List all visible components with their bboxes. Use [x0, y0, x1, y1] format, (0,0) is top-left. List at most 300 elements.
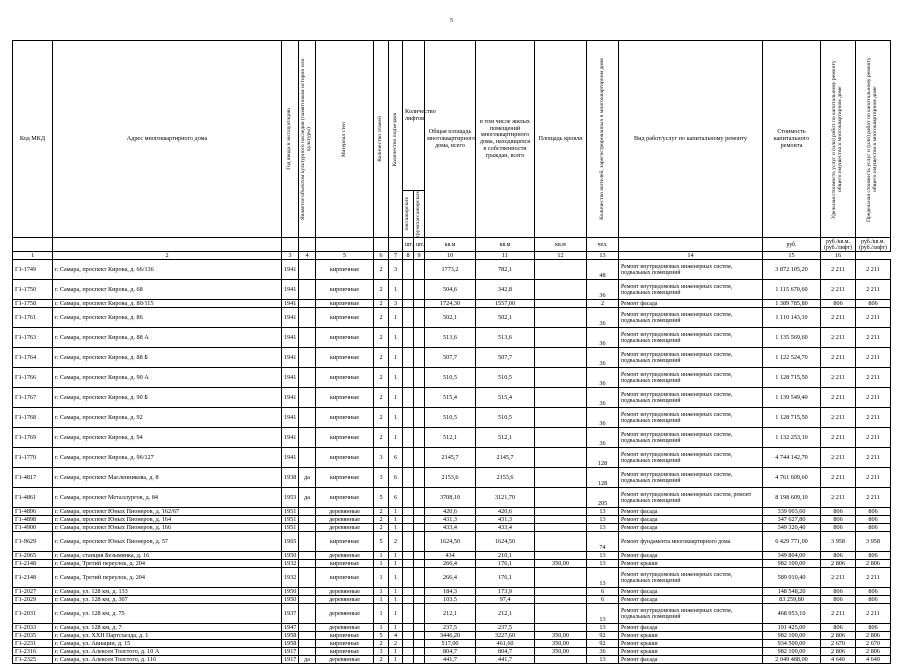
row-entrances: 1: [389, 508, 403, 516]
row-entrances: 1: [389, 280, 403, 300]
header-unit-cost: Удельная стоимость услуг и (или) работ по капитальному ремонту общего имущества в многоквартирном доме: [821, 41, 856, 238]
table-row: [13, 588, 891, 596]
row-area-total: 502,1: [425, 308, 476, 328]
row-kod: Г1-2031: [13, 604, 53, 624]
row-cultural: [299, 568, 316, 588]
row-area-residential: 173,9: [476, 588, 535, 596]
table-body: [13, 260, 891, 664]
row-area-roof: [535, 552, 587, 560]
row-floors: 2: [374, 260, 389, 280]
table-row: [13, 468, 891, 488]
row-address: г. Самара, проспект Кирова, д. 88 Б: [53, 348, 282, 368]
row-kod: Г1-2033: [13, 624, 53, 632]
row-max-cost: 806: [856, 552, 891, 560]
row-elev-cargo: [414, 388, 425, 408]
row-elev-pass: [403, 560, 414, 568]
unit-residents: чел.: [587, 238, 619, 252]
row-work: Ремонт внутридомовых инженерных систем, подвальных помещений: [619, 448, 763, 468]
row-cost: 1 110 143,10: [763, 308, 821, 328]
table-row: [13, 560, 891, 568]
row-max-cost: 4 640: [856, 656, 891, 664]
row-unit-cost: 806: [821, 508, 856, 516]
row-area-total: 184,3: [425, 588, 476, 596]
row-unit-cost: 2 211: [821, 488, 856, 508]
row-elev-cargo: [414, 408, 425, 428]
header-residents: Количество жителей, зарегистрированных в многоквартирном доме: [587, 41, 619, 238]
row-elev-pass: [403, 640, 414, 648]
row-address: г. Самара, ул. 128 км, д. 307: [53, 596, 282, 604]
table-row: [13, 300, 891, 308]
row-work: Ремонт фасада: [619, 552, 763, 560]
row-elev-cargo: [414, 552, 425, 560]
row-residents: 13: [587, 524, 619, 532]
table-row: [13, 368, 891, 388]
units-row: [13, 238, 891, 252]
row-elev-pass: [403, 524, 414, 532]
header-elevators: Количество лифтов: [403, 41, 425, 191]
row-area-roof: [535, 468, 587, 488]
row-residents: 92: [587, 632, 619, 640]
row-year: 1958: [282, 632, 299, 640]
header-area-total: Общая площадь многоквартирного дома, всего: [425, 41, 476, 238]
row-address: г. Самара, проспект Кирова, д. 86: [53, 308, 282, 328]
row-year: 1941: [282, 428, 299, 448]
row-area-total: 2145,7: [425, 448, 476, 468]
row-area-residential: 433,4: [476, 524, 535, 532]
row-elev-cargo: [414, 348, 425, 368]
row-work: Ремонт фасада: [619, 596, 763, 604]
row-elev-cargo: [414, 308, 425, 328]
row-entrances: 1: [389, 560, 403, 568]
row-elev-pass: [403, 408, 414, 428]
table-row: [13, 328, 891, 348]
row-material: кирпичные: [316, 368, 374, 388]
row-cost: 982 100,00: [763, 632, 821, 640]
row-floors: 3: [374, 468, 389, 488]
row-cultural: [299, 624, 316, 632]
row-year: 1941: [282, 300, 299, 308]
row-kod: Г1-2027: [13, 588, 53, 596]
row-area-residential: 510,5: [476, 408, 535, 428]
row-elev-cargo: [414, 300, 425, 308]
row-area-total: 434: [425, 552, 476, 560]
header-elev-passenger: пассажирских: [403, 191, 414, 238]
row-elev-cargo: [414, 428, 425, 448]
row-unit-cost: 806: [821, 552, 856, 560]
row-work: Ремонт крыши: [619, 560, 763, 568]
row-kod: Г1-2029: [13, 596, 53, 604]
row-material: кирпичные: [316, 488, 374, 508]
row-elev-cargo: [414, 328, 425, 348]
row-work: Ремонт фасада: [619, 516, 763, 524]
row-area-total: 266,4: [425, 560, 476, 568]
row-cultural: [299, 408, 316, 428]
table-row: [13, 448, 891, 468]
row-cost: 1 139 549,40: [763, 388, 821, 408]
row-unit-cost: 2 806: [821, 560, 856, 568]
row-max-cost: 2 211: [856, 428, 891, 448]
row-unit-cost: 806: [821, 588, 856, 596]
row-entrances: 1: [389, 308, 403, 328]
header-cost: Стоимость капитального ремонта: [763, 41, 821, 238]
row-material: кирпичные: [316, 348, 374, 368]
row-material: деревянные: [316, 516, 374, 524]
row-kod: Г1-4898: [13, 516, 53, 524]
table-row: [13, 648, 891, 656]
row-address: г. Самара, ул. 128 км, д. 7: [53, 624, 282, 632]
row-residents: 36: [587, 368, 619, 388]
row-address: г. Самара, Третий переулок, д. 204: [53, 560, 282, 568]
row-area-total: 103,5: [425, 596, 476, 604]
row-year: 1932: [282, 568, 299, 588]
row-residents: 36: [587, 408, 619, 428]
row-area-roof: [535, 448, 587, 468]
row-work: Ремонт фасада: [619, 656, 763, 664]
header-work: Вид работ/услуг по капитальному ремонту: [619, 41, 763, 238]
row-entrances: 1: [389, 568, 403, 588]
row-residents: 36: [587, 308, 619, 328]
row-elev-pass: [403, 588, 414, 596]
row-kod: Г1-1769: [13, 428, 53, 448]
row-floors: 2: [374, 348, 389, 368]
row-kod: Г1-1761: [13, 308, 53, 328]
row-area-roof: [535, 524, 587, 532]
column-number-row: [13, 252, 891, 260]
row-cost: 1 389 785,80: [763, 300, 821, 308]
row-address: г. Самара, Третий переулок, д. 204: [53, 568, 282, 588]
row-work: Ремонт внутридомовых инженерных систем, подвальных помещений: [619, 568, 763, 588]
row-address: г. Самара, ул. Алексея Толстого, д. 10 А: [53, 648, 282, 656]
row-elev-pass: [403, 568, 414, 588]
row-max-cost: 806: [856, 300, 891, 308]
row-elev-cargo: [414, 632, 425, 640]
header-entrances: Количество подъездов: [389, 41, 403, 238]
row-cultural: [299, 368, 316, 388]
row-area-residential: 2145,7: [476, 448, 535, 468]
row-cultural: [299, 532, 316, 552]
row-floors: 3: [374, 648, 389, 656]
row-kod: Г1-4861: [13, 488, 53, 508]
row-kod: Г1-2325: [13, 656, 53, 664]
column-number: 4: [299, 252, 316, 260]
row-area-roof: [535, 388, 587, 408]
unit-elev-cargo: шт.: [414, 238, 425, 252]
row-work: Ремонт внутридомовых инженерных систем, подвальных помещений: [619, 328, 763, 348]
row-entrances: 6: [389, 448, 403, 468]
row-elev-pass: [403, 656, 414, 664]
row-elev-cargo: [414, 516, 425, 524]
row-area-roof: [535, 604, 587, 624]
unit-unit-cost: руб./кв.м. (руб./лифт): [821, 238, 856, 252]
row-max-cost: 806: [856, 624, 891, 632]
row-area-roof: [535, 516, 587, 524]
row-elev-cargo: [414, 508, 425, 516]
row-max-cost: 806: [856, 596, 891, 604]
row-cultural: [299, 588, 316, 596]
row-work: Ремонт внутридомовых инженерных систем, подвальных помещений: [619, 260, 763, 280]
row-entrances: 6: [389, 488, 403, 508]
row-floors: 1: [374, 552, 389, 560]
row-entrances: 2: [389, 532, 403, 552]
row-cultural: [299, 300, 316, 308]
row-year: 1938: [282, 468, 299, 488]
row-entrances: 1: [389, 408, 403, 428]
row-year: 1941: [282, 308, 299, 328]
column-number: 3: [282, 252, 299, 260]
row-cost: 589 010,40: [763, 568, 821, 588]
row-max-cost: 806: [856, 524, 891, 532]
row-address: г. Самара, ул. Авиации, д. 15: [53, 640, 282, 648]
header-year: Год ввода в эксплуатацию: [282, 41, 299, 238]
row-entrances: 3: [389, 300, 403, 308]
row-work: Ремонт внутридомовых инженерных систем, подвальных помещений: [619, 308, 763, 328]
row-area-total: 441,7: [425, 656, 476, 664]
row-residents: 2: [587, 300, 619, 308]
row-cultural: [299, 448, 316, 468]
row-residents: 13: [587, 560, 619, 568]
row-kod: Г1-4900: [13, 524, 53, 532]
row-area-total: 507,7: [425, 348, 476, 368]
row-work: Ремонт внутридомовых инженерных систем, подвальных помещений: [619, 468, 763, 488]
row-cultural: да: [299, 656, 316, 664]
row-area-roof: 350,00: [535, 560, 587, 568]
row-floors: 5: [374, 488, 389, 508]
row-floors: 1: [374, 560, 389, 568]
row-cultural: [299, 328, 316, 348]
row-year: 1951: [282, 508, 299, 516]
row-area-roof: [535, 280, 587, 300]
row-unit-cost: 2 211: [821, 368, 856, 388]
row-floors: 5: [374, 532, 389, 552]
row-cultural: да: [299, 468, 316, 488]
row-material: деревянные: [316, 552, 374, 560]
row-elev-cargo: [414, 524, 425, 532]
row-work: Ремонт фасада: [619, 508, 763, 516]
row-area-total: 510,5: [425, 368, 476, 388]
row-area-total: 504,6: [425, 280, 476, 300]
table-row: [13, 596, 891, 604]
row-address: г. Самара, проспект Металлургов, д. 84: [53, 488, 282, 508]
row-area-total: 512,1: [425, 428, 476, 448]
row-area-roof: [535, 300, 587, 308]
row-kod: Г1-2148: [13, 568, 53, 588]
row-entrances: 1: [389, 428, 403, 448]
row-area-residential: 97,4: [476, 596, 535, 604]
row-cultural: [299, 348, 316, 368]
row-year: 1941: [282, 408, 299, 428]
row-year: 1965: [282, 532, 299, 552]
row-area-residential: 1557,00: [476, 300, 535, 308]
row-material: кирпичные: [316, 328, 374, 348]
row-kod: Г1-4896: [13, 508, 53, 516]
row-unit-cost: 2 211: [821, 568, 856, 588]
table-row: [13, 260, 891, 280]
table-row: [13, 308, 891, 328]
row-elev-cargo: [414, 532, 425, 552]
row-elev-pass: [403, 368, 414, 388]
row-unit-cost: 2 211: [821, 348, 856, 368]
row-unit-cost: 2 211: [821, 408, 856, 428]
row-residents: 13: [587, 552, 619, 560]
header-area-roof: Площадь кровли: [535, 41, 587, 238]
row-cost: 4 761 609,60: [763, 468, 821, 488]
row-kod: Г1-9629: [13, 532, 53, 552]
row-material: деревянные: [316, 588, 374, 596]
row-area-roof: [535, 568, 587, 588]
row-max-cost: 2 670: [856, 640, 891, 648]
row-year: 1950: [282, 588, 299, 596]
row-unit-cost: 2 806: [821, 632, 856, 640]
row-address: г. Самара, проспект Кирова, д. 80/115: [53, 300, 282, 308]
row-entrances: 1: [389, 328, 403, 348]
row-area-total: 1624,50: [425, 532, 476, 552]
row-floors: 2: [374, 388, 389, 408]
row-area-roof: [535, 368, 587, 388]
row-year: 1951: [282, 524, 299, 532]
row-year: 1932: [282, 560, 299, 568]
row-work: Ремонт внутридомовых инженерных систем, подвальных помещений: [619, 348, 763, 368]
row-elev-cargo: [414, 368, 425, 388]
row-floors: 2: [374, 640, 389, 648]
row-cultural: [299, 260, 316, 280]
row-address: г. Самара, проспект Кирова, д. 68: [53, 280, 282, 300]
column-number: 10: [425, 252, 476, 260]
capital-repair-register-table: [12, 40, 891, 664]
row-address: г. Самара, проспект Кирова, д. 92: [53, 408, 282, 428]
row-area-total: 266,4: [425, 568, 476, 588]
row-area-total: 517,00: [425, 640, 476, 648]
row-work: Ремонт внутридомовых инженерных систем, подвальных помещений: [619, 388, 763, 408]
row-kod: Г1-1750: [13, 280, 53, 300]
row-max-cost: 806: [856, 508, 891, 516]
row-year: 1950: [282, 552, 299, 560]
table-row: [13, 428, 891, 448]
table-row: [13, 624, 891, 632]
row-entrances: 1: [389, 552, 403, 560]
row-material: кирпичные: [316, 640, 374, 648]
row-cultural: [299, 508, 316, 516]
table-row: [13, 640, 891, 648]
header-cultural: Является объектом культурного наследия (памятником истории или культуры): [299, 41, 316, 238]
row-unit-cost: 3 958: [821, 532, 856, 552]
row-max-cost: 2 806: [856, 632, 891, 640]
row-elev-cargo: [414, 596, 425, 604]
unit-cost: руб.: [763, 238, 821, 252]
column-number: 7: [389, 252, 403, 260]
row-area-residential: 210,1: [476, 552, 535, 560]
table-row: [13, 388, 891, 408]
column-number: 9: [414, 252, 425, 260]
table-row: [13, 604, 891, 624]
row-elev-cargo: [414, 560, 425, 568]
row-floors: 1: [374, 604, 389, 624]
row-max-cost: 2 211: [856, 568, 891, 588]
column-number: 6: [374, 252, 389, 260]
row-elev-pass: [403, 632, 414, 640]
row-area-residential: 513,6: [476, 328, 535, 348]
row-address: г. Самара, проспект Кирова, д. 90 Б: [53, 388, 282, 408]
row-unit-cost: 4 640: [821, 656, 856, 664]
row-cost: 8 198 609,10: [763, 488, 821, 508]
row-year: 1917: [282, 656, 299, 664]
row-max-cost: 2 211: [856, 280, 891, 300]
row-year: 1941: [282, 280, 299, 300]
row-floors: 1: [374, 624, 389, 632]
row-kod: Г1-1768: [13, 408, 53, 428]
table-row: [13, 516, 891, 524]
row-cultural: да: [299, 488, 316, 508]
table-row: [13, 632, 891, 640]
unit-max-cost: руб./кв.м. (руб./лифт): [856, 238, 891, 252]
row-material: кирпичные: [316, 388, 374, 408]
row-area-roof: [535, 588, 587, 596]
row-area-total: 420,6: [425, 508, 476, 516]
row-entrances: 2: [389, 640, 403, 648]
row-material: кирпичные: [316, 568, 374, 588]
row-area-roof: [535, 488, 587, 508]
row-cultural: [299, 552, 316, 560]
row-unit-cost: 806: [821, 516, 856, 524]
table-row: [13, 524, 891, 532]
row-cost: 468 953,10: [763, 604, 821, 624]
table-row: [13, 408, 891, 428]
row-max-cost: 2 211: [856, 604, 891, 624]
row-elev-pass: [403, 648, 414, 656]
row-cultural: [299, 516, 316, 524]
row-material: кирпичные: [316, 532, 374, 552]
column-number: 12: [535, 252, 587, 260]
row-floors: 5: [374, 632, 389, 640]
row-work: Ремонт крыши: [619, 648, 763, 656]
row-area-total: 212,1: [425, 604, 476, 624]
row-cost: 1 128 715,50: [763, 368, 821, 388]
row-area-total: 431,3: [425, 516, 476, 524]
row-entrances: 1: [389, 588, 403, 596]
row-address: г. Самара, ул. 128 км, д. 133: [53, 588, 282, 596]
row-kod: Г1-1758: [13, 300, 53, 308]
header-floors: Количество этажей: [374, 41, 389, 238]
row-entrances: 1: [389, 596, 403, 604]
table-row: [13, 508, 891, 516]
row-elev-cargo: [414, 488, 425, 508]
header-area-residential: в том числе жилых помещений многоквартирного дома, находящихся в собственности граждан, всего: [476, 41, 535, 238]
row-residents: 74: [587, 532, 619, 552]
row-work: Ремонт фундамента многоквартирного дома: [619, 532, 763, 552]
row-residents: 6: [587, 588, 619, 596]
row-unit-cost: 2 211: [821, 388, 856, 408]
row-max-cost: 2 806: [856, 560, 891, 568]
row-max-cost: 2 211: [856, 260, 891, 280]
row-year: 1937: [282, 604, 299, 624]
row-elev-pass: [403, 604, 414, 624]
row-elev-pass: [403, 488, 414, 508]
row-entrances: 1: [389, 648, 403, 656]
row-cost: 4 744 142,70: [763, 448, 821, 468]
row-material: кирпичные: [316, 448, 374, 468]
row-year: 1941: [282, 388, 299, 408]
row-area-roof: [535, 596, 587, 604]
row-area-roof: 350,00: [535, 648, 587, 656]
row-entrances: 1: [389, 388, 403, 408]
row-area-residential: 804,7: [476, 648, 535, 656]
row-floors: 2: [374, 428, 389, 448]
row-area-residential: 461,60: [476, 640, 535, 648]
row-kod: Г1-1766: [13, 368, 53, 388]
row-kod: Г1-2148: [13, 560, 53, 568]
row-floors: 1: [374, 588, 389, 596]
row-elev-cargo: [414, 588, 425, 596]
row-material: деревянные: [316, 596, 374, 604]
